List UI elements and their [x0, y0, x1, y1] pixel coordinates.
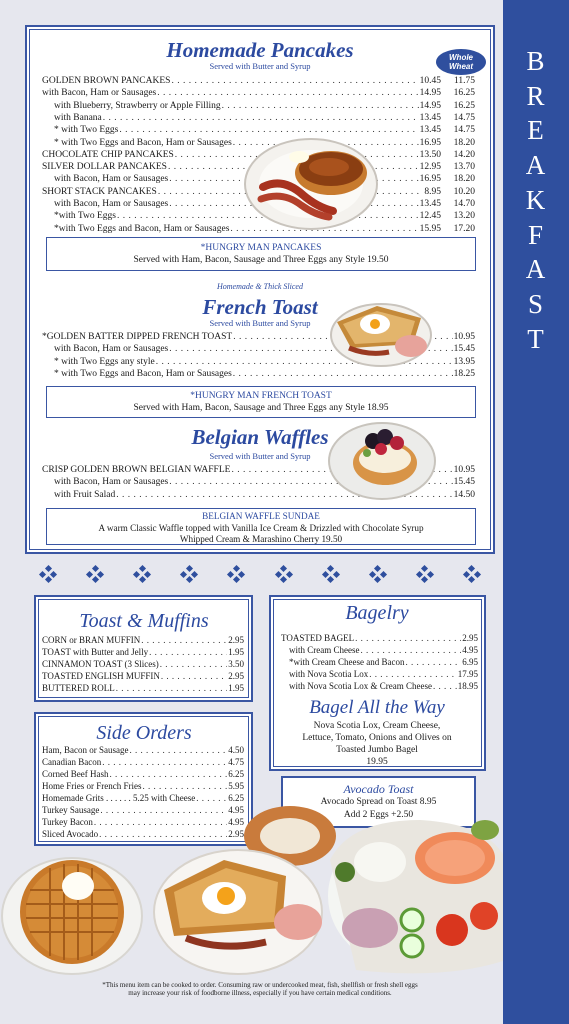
item-label: with Bacon, Ham or Sausages [54, 344, 169, 355]
bagel-all-way-description [277, 720, 477, 768]
leader-dots [160, 658, 227, 670]
breakfast-vertical-title [503, 44, 569, 356]
pancakes-subtitle: Served with Butter and Syrup [209, 61, 311, 71]
item-label: Sliced Avocado [42, 829, 99, 839]
item-price: 5.95 [228, 781, 244, 791]
french-toast-kicker: Homemade & Thick Sliced [217, 282, 303, 291]
sidebar-letter: A [525, 150, 547, 181]
toast-muffins-title: Toast & Muffins [79, 610, 209, 632]
item-label: Home Fries or French Fries [42, 781, 142, 791]
item-label: * with Two Eggs and Bacon, Ham or Sausages [54, 368, 232, 379]
item-price: 4.95 [228, 805, 244, 815]
bagelry-title: Bagelry [345, 602, 409, 624]
item-price-large: 13.70 [453, 162, 475, 173]
leader-dots [109, 768, 227, 780]
diamond-ornament [417, 566, 433, 582]
disclaimer-line1: *This menu item can be cooked to order. Consuming raw or undercooked meat, fish, shellfish or fresh shell eggs [102, 981, 418, 989]
leader-dots [369, 668, 457, 680]
item-price: 2.95 [228, 829, 244, 839]
leader-dots [171, 75, 418, 87]
item-label: TOAST with Butter and Jelly [42, 647, 149, 657]
all-way-line: Lettuce, Tomato, Onions and Olives on [302, 733, 452, 743]
item-price-large: 14.20 [453, 149, 475, 160]
item-label: Canadian Bacon [42, 757, 102, 767]
all-way-line: 19.95 [366, 757, 388, 767]
hungry-pancakes-title: *HUNGRY MAN PANCAKES [200, 243, 322, 253]
item-price: 4.50 [228, 745, 244, 755]
leader-dots [103, 112, 419, 124]
item-price: 6.25 [228, 769, 244, 779]
leader-dots [116, 682, 228, 694]
item-price-large: 14.75 [453, 112, 475, 123]
diamond-ornament [87, 566, 103, 582]
leader-dots [233, 368, 453, 380]
menu-item-row [42, 75, 475, 87]
item-label: *with Two Eggs [54, 211, 116, 222]
leader-dots [142, 780, 227, 792]
bagel-all-way-title: Bagel All the Way [309, 697, 445, 718]
item-price-large: 11.75 [453, 76, 475, 86]
item-label: with Nova Scotia Lox [289, 669, 369, 679]
hungry-man-french-toast-box [46, 386, 476, 418]
menu-item-row [42, 658, 244, 670]
item-price: 16.95 [419, 174, 441, 185]
avocado-title: Avocado Toast [343, 782, 414, 796]
menu-item-row [54, 112, 475, 124]
diamond-ornament [181, 566, 197, 582]
item-price: 14.95 [419, 88, 441, 99]
leader-dots [157, 87, 418, 99]
avocado-line2: Add 2 Eggs +2.50 [343, 810, 414, 820]
item-price: 1.95 [228, 647, 244, 657]
sidebar-letter: F [527, 219, 545, 250]
item-label: Turkey Sausage [42, 805, 100, 815]
pancake-plate-image [243, 137, 379, 231]
item-label: Corned Beef Hash [42, 769, 109, 779]
item-price: 14.95 [419, 100, 441, 111]
diamond-ornament [134, 566, 150, 582]
item-label: GOLDEN BROWN PANCAKES [42, 76, 171, 86]
diamond-ornament [464, 566, 480, 582]
item-price-large: 13.20 [453, 211, 475, 222]
hungry-man-pancakes-box [46, 237, 476, 271]
menu-item-row [289, 644, 478, 656]
item-label: with Bacon, Ham or Sausages [54, 174, 169, 185]
item-label: * with Two Eggs and Bacon, Ham or Sausages [54, 137, 232, 148]
sidebar-letter: S [527, 288, 545, 319]
item-price: 13.45 [419, 125, 441, 136]
menu-item-row [281, 632, 478, 644]
sundae-title: BELGIAN WAFFLE SUNDAE [202, 511, 320, 521]
menu-item-row [42, 756, 244, 768]
menu-item-row [42, 780, 244, 792]
item-label: TOASTED BAGEL [281, 633, 355, 643]
hungry-ft-text: Served with Ham, Bacon, Sausage and Three Eggs any Style 18.95 [133, 403, 389, 413]
diamond-ornament [370, 566, 386, 582]
item-price: 13.45 [419, 199, 441, 209]
pancakes-title: Homemade Pancakes [166, 38, 354, 62]
item-label: SHORT STACK PANCAKES [42, 186, 157, 197]
item-price: 15.95 [419, 223, 441, 234]
item-label: *with Cream Cheese and Bacon [289, 657, 405, 667]
sundae-line1: A warm Classic Waffle topped with Vanilla Ice Cream & Drizzled with Chocolate Syrup [98, 522, 424, 533]
item-label: with Bacon, Ham or Sausages [54, 199, 169, 209]
item-label: Ham, Bacon or Sausage [42, 745, 129, 755]
menu-item-row [42, 646, 244, 658]
item-price: 3.50 [228, 659, 244, 669]
all-way-line: Toasted Jumbo Bagel [336, 745, 418, 755]
item-price-large: 18.20 [453, 174, 475, 185]
item-price: 12.95 [419, 162, 441, 173]
item-price-large: 18.20 [453, 137, 475, 148]
item-price: 12.45 [419, 211, 441, 222]
item-price: 2.95 [462, 633, 478, 643]
item-label: Turkey Bacon [42, 817, 93, 827]
item-label: CINNAMON TOAST (3 Slices) [42, 659, 159, 669]
item-price-large: 10.20 [453, 186, 475, 197]
menu-item-row [42, 634, 244, 646]
item-price: 13.45 [419, 112, 441, 123]
menu-item-row [54, 124, 475, 136]
item-price: 4.95 [462, 645, 478, 655]
leader-dots [102, 756, 227, 768]
menu-item-row [42, 744, 244, 756]
item-price: 2.95 [228, 635, 244, 645]
menu-item-row [289, 668, 478, 680]
bottom-food-images [0, 800, 503, 978]
item-label: * with Two Eggs [54, 125, 119, 136]
sidebar-letter: K [525, 184, 547, 215]
item-price: 14.50 [453, 489, 475, 500]
item-price-large: 17.20 [453, 223, 475, 234]
item-label: with Fruit Salad [54, 489, 116, 500]
leader-dots [405, 656, 461, 668]
item-price: 4.75 [228, 757, 244, 767]
item-price: 10.95 [453, 465, 475, 475]
health-disclaimer [80, 981, 440, 997]
menu-item-row [54, 368, 475, 380]
menu-item-row [42, 670, 244, 682]
item-label: with Bacon, Ham or Sausages [54, 477, 169, 488]
leader-dots [360, 644, 461, 656]
sidebar-letter: E [527, 115, 545, 146]
waffles-subtitle: Served with Butter and Syrup [209, 451, 311, 461]
hungry-ft-title: *HUNGRY MAN FRENCH TOAST [190, 391, 332, 401]
item-label: SILVER DOLLAR PANCAKES [42, 162, 167, 173]
french-toast-plate-image [329, 298, 433, 368]
menu-item-row [289, 680, 478, 692]
item-price-large: 16.25 [453, 100, 475, 111]
whole-wheat-badge [436, 49, 486, 75]
avocado-line1: Avocado Spread on Toast 8.95 [320, 797, 437, 807]
item-label: BUTTERED ROLL [42, 683, 115, 693]
sidebar-letter: B [526, 46, 546, 76]
sidebar-letter: A [525, 254, 547, 285]
item-label: Homemade Grits . . . . . . 5.25 with Cheese [42, 793, 196, 803]
item-price: 6.95 [462, 657, 478, 667]
item-label: with Blueberry, Strawberry or Apple Filling [54, 100, 221, 111]
sundae-line2: Whipped Cream & Marashino Cherry 19.50 [179, 534, 343, 544]
hungry-pancakes-text: Served with Ham, Bacon, Sausage and Three Eggs any Style 19.50 [133, 255, 389, 265]
item-label: *GOLDEN BATTER DIPPED FRENCH TOAST [42, 332, 233, 342]
item-price: 6.25 [228, 793, 244, 803]
item-price: 13.50 [419, 149, 441, 160]
item-price: 16.95 [419, 137, 441, 148]
item-price: 17.95 [457, 669, 478, 679]
item-label: with Banana [54, 112, 102, 123]
french-toast-subtitle: Served with Butter and Syrup [209, 318, 311, 328]
all-way-line: Nova Scotia Lox, Cream Cheese, [313, 721, 441, 731]
waffles-title: Belgian Waffles [191, 425, 329, 449]
menu-item-row [42, 87, 475, 99]
french-toast-title: French Toast [202, 295, 318, 319]
item-price: 4.95 [228, 817, 244, 827]
waffle-plate-image [327, 419, 437, 501]
item-price: 15.45 [453, 344, 475, 355]
item-label: *with Two Eggs and Bacon, Ham or Sausages [54, 223, 230, 234]
badge-line1: Whole [449, 53, 473, 62]
diamond-ornament [323, 566, 339, 582]
item-label: with Nova Scotia Lox & Cream Cheese [289, 681, 432, 691]
diamond-ornament [228, 566, 244, 582]
waffle-sundae-box [46, 508, 476, 545]
item-price-large: 16.25 [453, 88, 475, 99]
item-label: with Cream Cheese [289, 645, 360, 655]
menu-item-row [54, 100, 475, 112]
item-price: 8.95 [424, 186, 441, 197]
leader-dots [433, 680, 457, 692]
leader-dots [161, 670, 227, 682]
item-price: 10.45 [419, 76, 441, 86]
diamond-ornament-row [40, 566, 480, 582]
leader-dots [149, 646, 227, 658]
item-price: 1.95 [228, 683, 244, 693]
item-price: 15.45 [453, 477, 475, 488]
item-price-large: 14.75 [453, 125, 475, 136]
item-label: with Bacon, Ham or Sausages [42, 88, 157, 99]
leader-dots [119, 124, 418, 136]
leader-dots [141, 634, 227, 646]
breakfast-sidebar [503, 0, 569, 1024]
item-label: * with Two Eggs any style [54, 356, 155, 367]
item-price: 18.25 [453, 368, 475, 379]
sidebar-letter: T [527, 323, 545, 354]
item-label: CRISP GOLDEN BROWN BELGIAN WAFFLE [42, 465, 231, 475]
item-price: 10.95 [453, 332, 475, 342]
diamond-ornament [40, 566, 56, 582]
leader-dots [129, 744, 227, 756]
item-label: TOASTED ENGLISH MUFFIN [42, 671, 160, 681]
leader-dots [222, 100, 419, 112]
sidebar-letter: R [526, 80, 546, 111]
item-price-large: 14.70 [453, 199, 475, 209]
leader-dots [355, 632, 461, 644]
badge-line2: Wheat [449, 62, 473, 71]
item-price: 13.95 [453, 356, 475, 367]
item-label: CORN or BRAN MUFFIN [42, 635, 141, 645]
item-price: 18.95 [457, 681, 478, 691]
menu-item-row [42, 768, 244, 780]
disclaimer-line2: may increase your risk of foodborne illness, especially if you have certain medical conditions. [128, 989, 392, 997]
item-price: 2.95 [228, 671, 244, 681]
diamond-ornament [276, 566, 292, 582]
menu-item-row [42, 682, 244, 694]
menu-item-row [289, 656, 478, 668]
side-orders-title: Side Orders [96, 722, 192, 744]
item-label: CHOCOLATE CHIP PANCAKES [42, 149, 174, 160]
